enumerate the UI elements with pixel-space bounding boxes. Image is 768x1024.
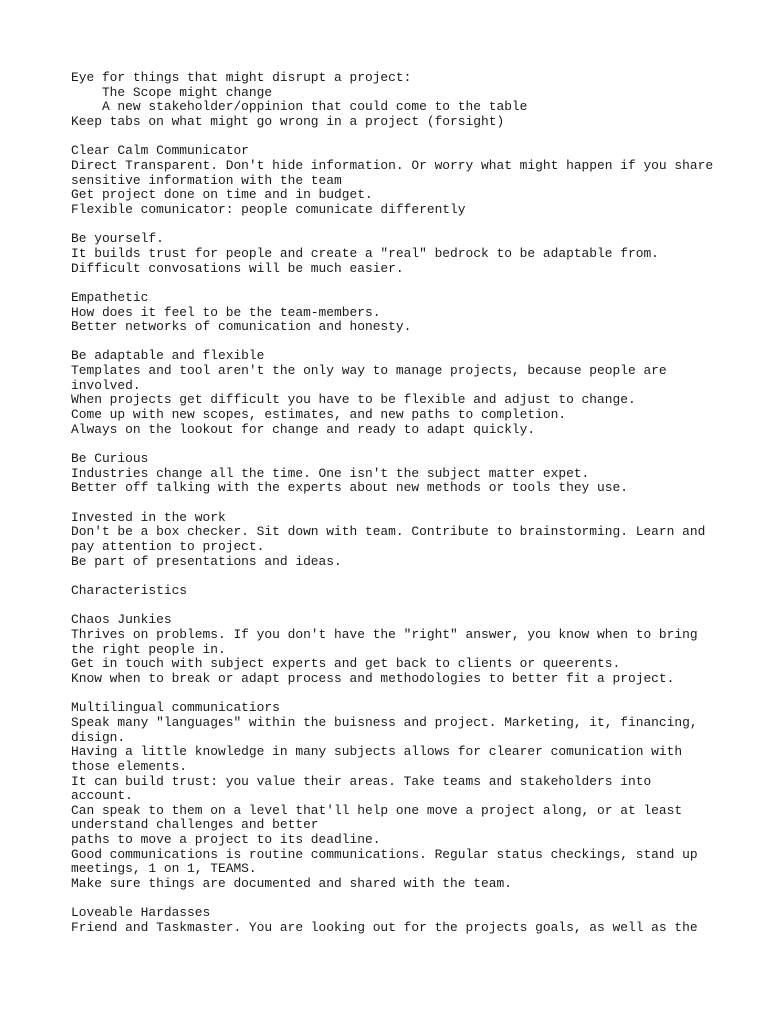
text-line: Loveable Hardasses (71, 905, 211, 921)
text-line: Eye for things that might disrupt a project: (71, 70, 412, 85)
text-line: involved. (71, 377, 141, 393)
blank-line (71, 218, 711, 233)
text-line: Industries change all the time. One isn't the subject matter expet. (71, 465, 590, 481)
text-line: Be yourself. (71, 231, 164, 247)
text-line: When projects get difficult you have to be flexible and adjust to change. (71, 392, 636, 408)
text-line: Get project done on time and in budget. (71, 187, 373, 203)
text-line: Speak many "languages" within the buisness and project. Marketing, it, financing, (71, 714, 698, 730)
blank-line (71, 687, 711, 702)
text-line: Can speak to them on a level that'll help one move a project along, or at least (71, 802, 683, 818)
text-line: Make sure things are documented and shared with the team. (71, 876, 512, 892)
text-line: Better off talking with the experts about new methods or tools they use. (71, 480, 628, 496)
text-line: It builds trust for people and create a "real" bedrock to be adaptable from. (71, 245, 659, 261)
blank-line (71, 276, 711, 291)
text-line: Be adaptable and flexible (71, 348, 265, 364)
text-line: Flexible comunicator: people comunicate differently (71, 201, 466, 217)
blank-line (71, 130, 711, 145)
blank-line (71, 437, 711, 452)
text-line: It can build trust: you value their areas. Take teams and stakeholders into (71, 773, 652, 789)
text-line: A new stakeholder/oppinion that could come to the table (71, 99, 528, 115)
text-line: Come up with new scopes, estimates, and new paths to completion. (71, 407, 567, 423)
text-line: those elements. (71, 758, 188, 774)
text-line: Direct Transparent. Don't hide information. Or worry what might happen if you share (71, 157, 714, 173)
text-line: Be Curious (71, 451, 149, 467)
text-line: Don't be a box checker. Sit down with team. Contribute to brainstorming. Learn and (71, 524, 706, 540)
blank-line (71, 496, 711, 511)
text-line: paths to move a project to its deadline. (71, 832, 381, 848)
text-line: Friend and Taskmaster. You are looking out for the projects goals, as well as the (71, 920, 698, 936)
text-line: Be part of presentations and ideas. (71, 553, 342, 569)
text-line: The Scope might change (71, 84, 273, 100)
text-line: Clear Calm Communicator (71, 143, 249, 159)
text-line: How does it feel to be the team-members. (71, 304, 381, 320)
blank-line (71, 599, 711, 614)
blank-line (71, 892, 711, 907)
text-line: Thrives on problems. If you don't have the "right" answer, you know when to bring (71, 626, 698, 642)
text-line: Characteristics (71, 582, 188, 598)
text-line: Keep tabs on what might go wrong in a project (forsight) (71, 113, 505, 129)
text-line: Always on the lookout for change and ready to adapt quickly. (71, 421, 536, 437)
text-line: understand challenges and better (71, 817, 319, 833)
text-line: meetings, 1 on 1, TEAMS. (71, 861, 257, 877)
text-line: Know when to break or adapt process and methodologies to better fit a project. (71, 670, 675, 686)
text-line: the right people in. (71, 641, 226, 657)
text-line: account. (71, 788, 133, 804)
text-line: Better networks of comunication and honesty. (71, 319, 412, 335)
text-line: Difficult convosations will be much easier. (71, 260, 404, 276)
document-page (71, 70, 714, 936)
text-line: Chaos Junkies (71, 612, 172, 628)
blank-line (71, 335, 711, 350)
text-line: pay attention to project. (71, 539, 265, 554)
text-line: Get in touch with subject experts and get back to clients or queerents. (71, 656, 621, 672)
text-line: Empathetic (71, 289, 149, 305)
text-line: Multilingual communicatiors (71, 700, 280, 716)
text-line: Invested in the work (71, 509, 226, 525)
text-line: disign. (71, 729, 126, 745)
text-line: Good communications is routine communications. Regular status checkings, stand up (71, 846, 698, 862)
text-line: Having a little knowledge in many subjects allows for clearer comunication with (71, 744, 683, 760)
blank-line (71, 569, 711, 584)
text-line: sensitive information with the team (71, 172, 342, 188)
text-line: Templates and tool aren't the only way to manage projects, because people are (71, 363, 667, 379)
